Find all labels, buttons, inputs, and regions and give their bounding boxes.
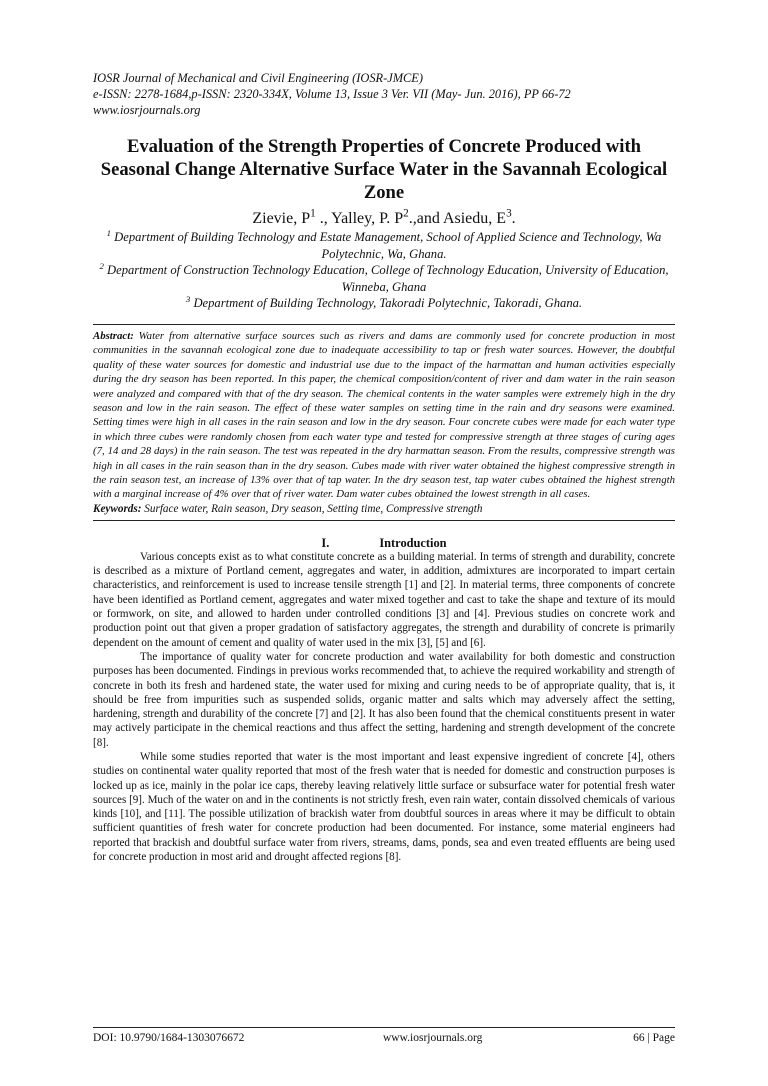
footer-rule [93, 1027, 675, 1028]
affiliation-1: $^1$ Department of Building Technology and Estate Management, School of Applied Science and Technology, Wa Polytechnic, Wa, Ghana. [106, 227, 662, 261]
section-heading [93, 536, 675, 550]
journal-header [93, 70, 675, 118]
author-3: Asiedu, E [442, 210, 507, 227]
author-1: Zievie, P [252, 210, 311, 227]
paper-page [93, 70, 675, 864]
journal-name: IOSR Journal of Mechanical and Civil Engineering (IOSR-JMCE) [93, 71, 423, 85]
journal-url: www.iosrjournals.org [93, 103, 201, 117]
keywords-text: Surface water, Rain season, Dry season, Setting time, Compressive strength [141, 502, 483, 515]
section-number: I. [321, 535, 330, 550]
abstract-label: Abstract: [93, 329, 134, 342]
footer-site: www.iosrjournals.org [383, 1032, 483, 1044]
author-list: Zievie, $P^1$ ., Yalley, P. $P^2.,and$ Asiedu, $E^3$. [252, 207, 516, 227]
abstract-text: Water from alternative surface sources such as rivers and dams are commonly used for concrete production in most communities in the savannah ecological zone due to inadequate accessibility to tap or fresh water sources. However, the doubtful quality of these water sources for domestic and industrial use due to the impact of the harmattan and human activities especially during the dry season has been reported. In this paper, the chemical composition/content of river and dam water in the rain season were analyzed and compared with that of the dry season. The chemical contents in the water samples were extremely high in the dry season and low in the rain season. The effect of these water samples on setting time in the rain and dry seasons were examined. Setting times were high in all cases in the rain season and low in the dry season. Four concrete cubes were made for each water type in which three cubes were randomly chosen from each water type and tested for compressive strength at three stages of curing ages (7, 14 and 28 days) in the rain season. The test was repeated in the dry harmattan season. From the results, compressive strength was high in all cases in the rain season than in the dry season. Cubes made with river water obtained the highest compressive strength in the rain season test, an increase of 13% over that of tap water. In the dry season test, tap water cubes obtained the highest strength with a marginal increase of 4% over that of river water. Dam water cubes obtained the lowest strength in all cases. [93, 329, 675, 501]
keywords-label: Keywords: [93, 502, 142, 515]
affiliation-3: $^3$ Department of Building Technology, Takoradi Polytechnic, Takoradi, Ghana. [185, 294, 583, 311]
footer-doi: DOI: 10.9790/1684-1303076672 [93, 1032, 245, 1044]
introduction-body [93, 550, 675, 865]
section-title: Introduction [379, 535, 447, 550]
abstract-top-rule [93, 324, 675, 325]
paragraph-3: While some studies reported that water is the most important and least expensive ingredient of concrete [4], others studies on continental water quality reported that most of the fresh water that is needed for domestic and construction purposes is locked up as ice, mainly in the polar ice caps, thereby leaving relatively little surface or subsurface water for potential fresh water sources [9]. Much of the water on and in the continents is not strictly fresh, even rain water, contain dissolved chemicals of various kinds [10], and [11]. The possible utilization of brackish water from doubtful sources in areas where it may be difficult to obtain sufficient quantities of fresh water for concrete production had been documented. For instance, some material engineers had reported that brackish and doubtful surface water from rivers, streams, dams, ponds, sea and even treated effluents are being used for concrete production in most arid and drought affected regions [8]. [93, 751, 675, 864]
paragraph-2: The importance of quality water for concrete production and water availability for both domestic and construction purposes has been documented. Findings in previous works recommended that, to achieve the required workability and strength of concrete in both its fresh and hardened state, the water used for mixing and curing needs to be of appropriate quality, that is, it should be free from impurities such as suspended solids, organic matter and salts which may adversely affect the setting, hardening, strength and durability of the concrete [7] and [2]. It has also been found that the chemical constituents present in water may actively participate in the chemical reactions and thus affect the setting, hardening and strength development of the concrete [8]. [93, 650, 675, 749]
abstract [93, 329, 675, 502]
paragraph-1: Various concepts exist as to what constitute concrete as a building material. In terms of strength and durability, concrete is described as a mixture of Portland cement, aggregates and water, in addition, admixtures are incorporated to impart certain characteristics, and reinforcement is used to increase tensile strength [1] and [2]. In material terms, three components of concrete have been identified as Portland cement, aggregates and water mixed together and cast to take the shape and texture of its mould or formwork, on site, and allowed to harden under controlled conditions [3] and [4]. Previous studies on concrete work and production point out that given a proper gradation of satisfactory aggregates, the strength and durability of concrete is primarily dependent on the amount of cement and quality of water used in the mix [3], [5] and [6]. [93, 550, 675, 649]
paper-title: Evaluation of the Strength Properties of Concrete Produced with Seasonal Change Alternative Surface Water in the Savannah Ecological Zone [100, 136, 668, 203]
keywords [93, 502, 675, 516]
author-2: Yalley, P. P [331, 210, 404, 227]
footer-page-number: 66 | Page [633, 1032, 675, 1044]
abstract-bottom-rule [93, 520, 675, 521]
affiliation-2: $^2$ Department of Construction Technology Education, College of Technology Education, University of Education, Winneba, Ghana [99, 261, 669, 294]
journal-issn: e-ISSN: 2278-1684,p-ISSN: 2320-334X, Volume 13, Issue 3 Ver. VII (May- Jun. 2016), PP 66-72 [93, 87, 571, 101]
